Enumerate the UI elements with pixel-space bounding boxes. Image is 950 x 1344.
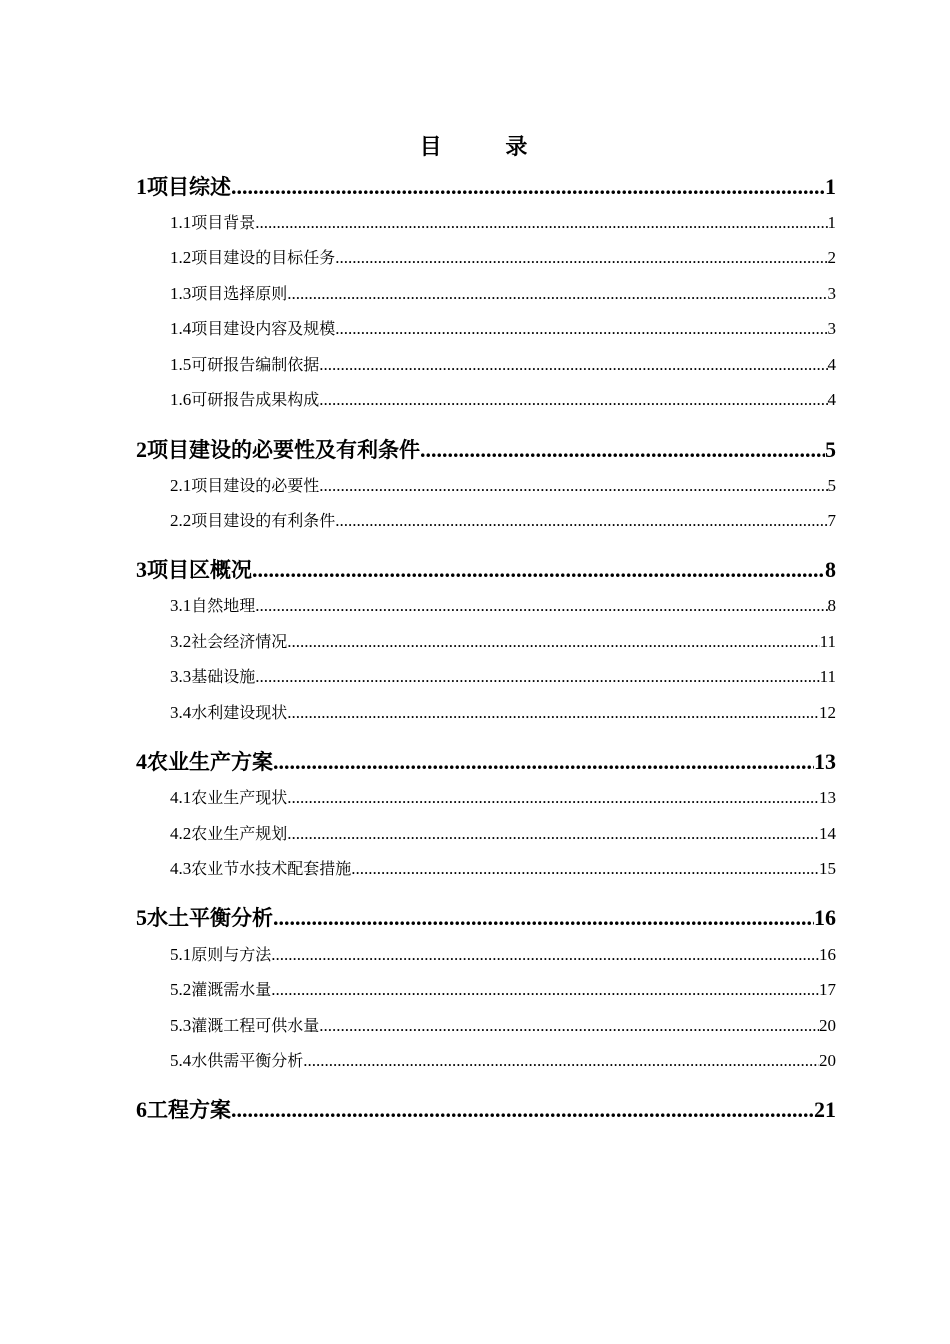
toc-entry-title: 项目区概况 [147, 558, 252, 582]
toc-dot-leader [255, 592, 827, 620]
toc-entry-title: 水土平衡分析 [147, 906, 273, 930]
toc-page-number: 8 [827, 596, 836, 615]
toc-section-entry[interactable] [170, 592, 836, 620]
toc-dot-leader [273, 745, 814, 779]
toc-page-number: 4 [827, 390, 836, 409]
toc-entry-title: 农业节水技术配套措施 [191, 859, 352, 878]
toc-page-number: 12 [819, 703, 836, 722]
toc-entry-title: 项目建设内容及规模 [191, 319, 336, 338]
toc-page-number: 8 [825, 557, 836, 582]
toc-dot-leader [319, 386, 827, 414]
toc-entry-number: 4.3 [170, 859, 192, 878]
toc-entry-title: 农业生产规划 [191, 824, 288, 843]
toc-entry-number: 5.1 [170, 945, 192, 964]
toc-entry-number: 5.4 [170, 1051, 192, 1070]
toc-entry-number: 3.3 [170, 667, 192, 686]
toc-section-entry[interactable] [170, 244, 836, 272]
toc-entry-title: 项目选择原则 [191, 284, 288, 303]
toc-entry-title: 社会经济情况 [191, 632, 288, 651]
toc-dot-leader [271, 976, 819, 1004]
toc-dot-leader [303, 1047, 819, 1075]
toc-entry-number: 1 [136, 174, 147, 199]
toc-entry-title: 项目建设的必要性 [191, 476, 320, 495]
toc-page-number: 17 [819, 980, 836, 999]
toc-page-number: 2 [827, 248, 836, 267]
toc-entry-number: 2 [136, 437, 147, 462]
toc-section-entry[interactable] [170, 1047, 836, 1075]
toc-title: 目 录 [419, 135, 556, 160]
toc-page-number: 11 [819, 632, 836, 651]
toc-page-number: 1 [825, 174, 836, 199]
toc-entry-title: 自然地理 [191, 596, 256, 615]
toc-dot-leader [231, 170, 825, 204]
toc-entry-title: 项目建设的有利条件 [191, 511, 336, 530]
toc-dot-leader [420, 433, 825, 467]
toc-section-entry[interactable] [170, 941, 836, 969]
toc-chapter-entry[interactable] [136, 433, 836, 467]
toc-section-entry[interactable] [170, 976, 836, 1004]
toc-dot-leader [231, 1093, 814, 1127]
toc-entry-number: 2.2 [170, 511, 192, 530]
toc-entry-number: 1.2 [170, 248, 192, 267]
toc-section-entry[interactable] [170, 855, 836, 883]
toc-entry-number: 3 [136, 557, 147, 582]
toc-section-entry[interactable] [170, 507, 836, 535]
toc-page-number: 1 [827, 213, 836, 232]
toc-page-number: 4 [827, 355, 836, 374]
toc-dot-leader [255, 209, 827, 237]
toc-dot-leader [273, 901, 814, 935]
toc-section-entry[interactable] [170, 820, 836, 848]
toc-entry-title: 农业生产方案 [147, 750, 273, 774]
toc-page-number: 20 [819, 1016, 836, 1035]
toc-entry-title: 灌溉工程可供水量 [191, 1016, 320, 1035]
toc-page-number: 16 [814, 905, 836, 930]
toc-section-entry[interactable] [170, 209, 836, 237]
toc-page-number: 5 [827, 476, 836, 495]
toc-section-entry[interactable] [170, 699, 836, 727]
toc-chapter-entry[interactable] [136, 901, 836, 935]
toc-entry-number: 3.2 [170, 632, 192, 651]
toc-dot-leader [335, 244, 827, 272]
toc-section-entry[interactable] [170, 472, 836, 500]
toc-page-number: 5 [825, 437, 836, 462]
toc-entry-title: 项目综述 [147, 175, 231, 199]
toc-page-number: 21 [814, 1097, 836, 1122]
toc-entry-number: 1.4 [170, 319, 192, 338]
toc-dot-leader [319, 472, 827, 500]
toc-entry-title: 基础设施 [191, 667, 256, 686]
toc-page-number: 3 [827, 284, 836, 303]
toc-entry-title: 可研报告成果构成 [191, 390, 320, 409]
toc-dot-leader [319, 351, 827, 379]
toc-entry-number: 1.5 [170, 355, 192, 374]
toc-entry-title: 农业生产现状 [191, 788, 288, 807]
toc-entry-title: 项目背景 [191, 213, 256, 232]
toc-entry-title: 可研报告编制依据 [191, 355, 320, 374]
toc-entry-title: 水供需平衡分析 [191, 1051, 304, 1070]
toc-entry-number: 4.1 [170, 788, 192, 807]
toc-section-entry[interactable] [170, 315, 836, 343]
toc-entry-number: 3.1 [170, 596, 192, 615]
toc-entry-number: 1.3 [170, 284, 192, 303]
toc-entry-number: 2.1 [170, 476, 192, 495]
toc-dot-leader [351, 855, 819, 883]
toc-dot-leader [287, 699, 819, 727]
toc-dot-leader [271, 941, 819, 969]
toc-dot-leader [287, 784, 819, 812]
toc-dot-leader [252, 553, 825, 587]
toc-dot-leader [287, 280, 827, 308]
toc-page-number: 13 [819, 788, 836, 807]
toc-section-entry[interactable] [170, 628, 836, 656]
toc-chapter-entry[interactable] [136, 1093, 836, 1127]
toc-page-number: 14 [819, 824, 836, 843]
toc-dot-leader [335, 507, 827, 535]
toc-page-number: 13 [814, 749, 836, 774]
toc-section-entry[interactable] [170, 386, 836, 414]
toc-entry-title: 水利建设现状 [191, 703, 288, 722]
toc-entry-title: 项目建设的目标任务 [191, 248, 336, 267]
toc-entry-title: 工程方案 [147, 1098, 231, 1122]
toc-page-number: 16 [819, 945, 836, 964]
toc-section-entry[interactable] [170, 1012, 836, 1040]
toc-dot-leader [319, 1012, 819, 1040]
toc-entry-number: 5 [136, 905, 147, 930]
toc-chapter-entry[interactable] [136, 745, 836, 779]
toc-entry-title: 原则与方法 [191, 945, 272, 964]
toc-entry-number: 4 [136, 749, 147, 774]
toc-entry-number: 5.3 [170, 1016, 192, 1035]
toc-page-number: 20 [819, 1051, 836, 1070]
toc-dot-leader [335, 315, 827, 343]
toc-entry-number: 1.1 [170, 213, 192, 232]
toc-page-number: 15 [819, 859, 836, 878]
toc-section-entry[interactable] [170, 663, 836, 691]
toc-chapter-entry[interactable] [136, 553, 836, 587]
toc-page-number: 7 [827, 511, 836, 530]
toc-section-entry[interactable] [170, 351, 836, 379]
toc-dot-leader [287, 820, 819, 848]
toc-page-number: 11 [819, 667, 836, 686]
toc-dot-leader [255, 663, 819, 691]
toc-entry-title: 项目建设的必要性及有利条件 [147, 438, 420, 462]
toc-dot-leader [287, 628, 819, 656]
toc-entry-title: 灌溉需水量 [191, 980, 272, 999]
toc-entry-number: 6 [136, 1097, 147, 1122]
toc-entry-number: 4.2 [170, 824, 192, 843]
toc-chapter-entry[interactable] [136, 170, 836, 204]
toc-page-number: 3 [827, 319, 836, 338]
toc-section-entry[interactable] [170, 784, 836, 812]
toc-entry-number: 5.2 [170, 980, 192, 999]
toc-section-entry[interactable] [170, 280, 836, 308]
toc-entry-number: 1.6 [170, 390, 192, 409]
toc-entry-number: 3.4 [170, 703, 192, 722]
